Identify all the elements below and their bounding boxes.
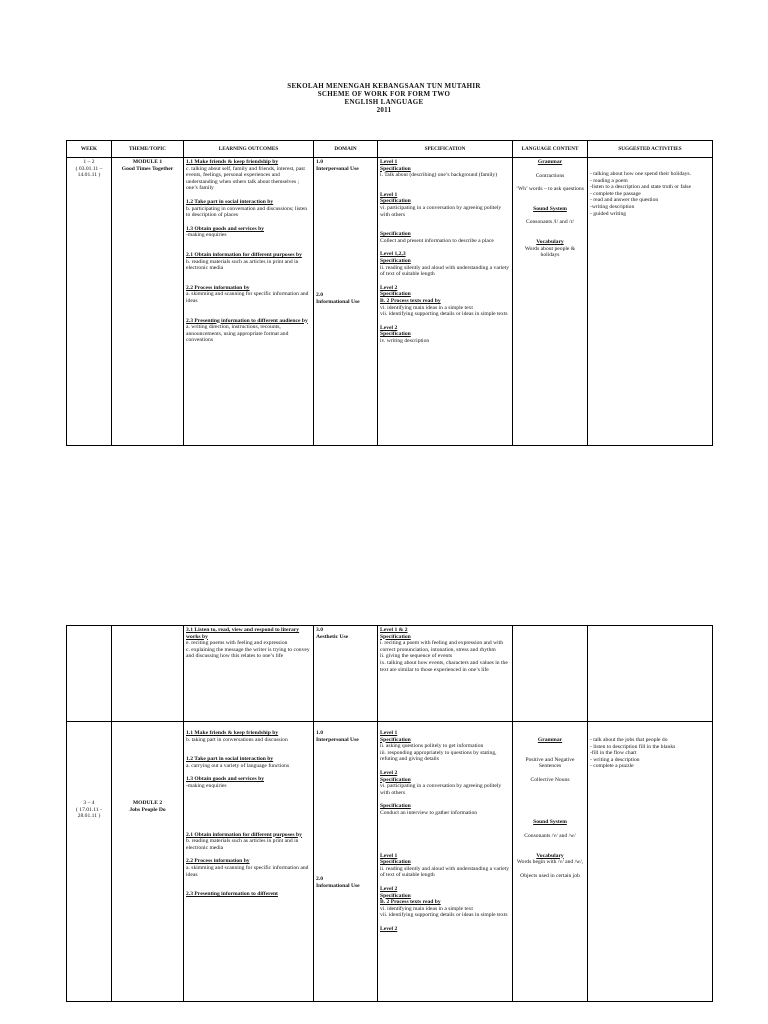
- domain-number: 1.0: [316, 159, 323, 165]
- lc-item: Consonants /l/ and /r/: [525, 219, 574, 226]
- spec-level: Level 1 & 2: [380, 627, 408, 633]
- outcome-text: b. participating in conversation and discussions; listen to description of places: [186, 205, 308, 219]
- spec-level: Level 2: [380, 324, 398, 331]
- lc-heading: Sound System: [533, 819, 567, 826]
- language-content-cell: [513, 626, 588, 722]
- year-title: 2011: [376, 106, 392, 114]
- module-label: MODULE 1: [132, 159, 163, 165]
- header-specification: SPECIFICATION: [378, 141, 513, 158]
- outcome-text: b. reading materials such as articles in print and in electronic media: [186, 838, 299, 851]
- lc-heading: Sound System: [533, 205, 567, 212]
- specification-cell: [378, 722, 513, 1002]
- outcome-text: b. taking part in conversations and discussion: [186, 736, 288, 743]
- outcome-title: 1.1 Make friends & keep friendship by: [186, 159, 279, 165]
- activities-text: - talking about how one spend their holidays. - reading a poem -listen to a description and state truth or false - complete the passage - read and answer the question -writing description - guided writing: [590, 171, 691, 217]
- outcome-text: a. carrying out a variety of language functions: [186, 762, 290, 769]
- lc-item: Consonants /v/ and /w/: [524, 832, 576, 839]
- outcome-title: 1.1 Make friends & keep friendship by: [186, 730, 279, 736]
- outcome-text: a. writing direction, instructions, recounts, announcements, using appropriate format and conventions: [186, 324, 289, 344]
- outcome-title: 1.3 Obtain goods and services by: [186, 776, 265, 783]
- spec-label: Specification: [380, 291, 411, 298]
- header-week: WEEK: [67, 141, 112, 158]
- header-theme: THEME/TOPIC: [112, 141, 184, 158]
- spec-label: Specification: [380, 257, 411, 264]
- lc-heading: Vocabulary: [536, 852, 564, 859]
- scheme-table-page-1: [66, 140, 713, 446]
- lc-item: Contractions: [535, 172, 565, 179]
- language-content-cell: [513, 722, 588, 1002]
- lc-heading: Vocabulary: [536, 238, 564, 245]
- outcome-title: 1.2 Take part in social interaction by: [186, 198, 274, 205]
- header-activities: SUGGESTED ACTIVITIES: [588, 141, 713, 158]
- theme-cell: [112, 626, 184, 722]
- spec-text: i. reciting a poem with feeling and expression and with correct pronunciation, intonation, stress and rhythm ii. giving the sequence of events ix. talking about how events, characters and values in the text are similar to those experienced in one’s life: [380, 640, 508, 673]
- week-number: 1 – 2: [83, 159, 95, 165]
- domain-name: Informational Use: [316, 882, 360, 889]
- outcome-text: a. skimming and scanning for specific information and ideas: [186, 291, 309, 304]
- theme-cell: [112, 158, 184, 446]
- spec-level: Level 2: [380, 925, 398, 932]
- module-label: MODULE 2: [132, 800, 163, 806]
- domain-name: Interpersonal Use: [316, 736, 359, 743]
- domain-number: 3.0: [316, 627, 323, 633]
- spec-level: Level 2: [380, 885, 398, 892]
- outcome-title: 1.2 Take part in social interaction by: [186, 756, 274, 763]
- domain-name: Aesthetic Use: [316, 633, 349, 640]
- table-row: [67, 722, 713, 1002]
- school-name: SEKOLAH MENENGAH KEBANGSAAN TUN MUTAHIR: [287, 82, 481, 90]
- domain-name: Informational Use: [316, 298, 360, 305]
- outcome-title: 2.1 Obtain information for different purposes by: [186, 831, 302, 838]
- lc-heading: Grammar: [537, 737, 563, 743]
- spec-label: Specification: [380, 776, 411, 783]
- outcome-text: -making enquiries: [186, 232, 227, 239]
- domain-cell: [314, 626, 378, 722]
- spec-text: vi. participating in a conversation by agreeing politely with others: [380, 204, 502, 218]
- spec-label: Specification: [380, 892, 411, 899]
- spec-text: vii. identifying supporting details or ideas in simple texts: [380, 311, 508, 318]
- week-dates: ( 03.01.11 – 14.01.11 ): [75, 165, 103, 179]
- activities-text: - talk about the jobs that people do - listen to description fill in the blanks -fill in the flow chart - writing a description - complete a puzzle: [590, 737, 676, 770]
- spec-level: Level 2: [380, 284, 398, 291]
- spec-text: Collect and present information to describe a place: [380, 237, 494, 244]
- week-cell: [67, 626, 112, 722]
- spec-text: vi. identifying main ideas in a simple text: [380, 304, 473, 311]
- lc-item: Positive and Negative Sentences: [525, 756, 575, 770]
- header-domain: DOMAIN: [314, 141, 378, 158]
- outcome-title: 2.1 Obtain information for different purposes by: [186, 251, 302, 258]
- header-language-content: LANGUAGE CONTENT: [513, 141, 588, 158]
- topic-label: Jobs People Do: [129, 806, 166, 813]
- theme-cell: [112, 722, 184, 1002]
- domain-number: 2.0: [316, 292, 323, 299]
- spec-label: Specification: [380, 633, 411, 640]
- outcomes-cell: [184, 626, 314, 722]
- week-dates: ( 17.01.11 - 28.01.11 ): [76, 806, 102, 820]
- spec-text: Conduct an interview to gather information: [380, 809, 478, 816]
- spec-label: Specification: [380, 165, 411, 172]
- subject-title: ENGLISH LANGUAGE: [344, 98, 424, 106]
- outcome-title: 2.2 Process information by: [186, 284, 250, 291]
- spec-label: Specification: [380, 231, 411, 238]
- domain-cell: [314, 722, 378, 1002]
- spec-level: Level 1,2,3: [380, 251, 406, 258]
- outcome-text: e. reciting poems with feeling and expression: [186, 640, 288, 647]
- spec-text: vi. participating in a conversation by agreeing politely with others: [380, 783, 502, 796]
- outcome-title: 1.3 Obtain goods and services by: [186, 225, 265, 232]
- document-title: [0, 82, 768, 114]
- lc-item: Words about people & holidays: [524, 245, 576, 259]
- spec-label: Specification: [380, 859, 411, 866]
- lc-item: Objects used in certain job: [520, 872, 580, 879]
- spec-label: Specification: [380, 198, 411, 205]
- spec-text: ii. asking questions politely to get information iii. responding appropriately to questions by stating, refuting and giving details: [380, 743, 497, 763]
- spec-label: Specification: [380, 803, 411, 810]
- week-number: 3 – 4: [83, 800, 95, 806]
- spec-text: iv. writing description: [380, 337, 430, 344]
- spec-level: Level 1: [380, 852, 398, 859]
- week-cell: [67, 158, 112, 446]
- spec-sub: B. 2 Process texts read by: [380, 297, 441, 304]
- table-row: [67, 158, 713, 446]
- outcome-title: 2.3 Presenting information to different audience by: [186, 317, 308, 324]
- outcomes-cell: [184, 158, 314, 446]
- spec-text: i. Talk about (describing) one’s background (family): [380, 172, 498, 179]
- outcome-text: c. talking about self, family and friends, interest, past events, feelings, personal experiences and understanding when others talk about themselves ; one’s family: [186, 165, 305, 192]
- table-row: [67, 626, 713, 722]
- lc-item: ‘Wh’ words – to ask questions: [516, 186, 584, 193]
- table-header-row: [67, 141, 713, 158]
- spec-text: ii. reading silently and aloud with understanding a variety of text of suitable length: [380, 865, 510, 879]
- activities-cell: [588, 722, 713, 1002]
- activities-cell: [588, 626, 713, 722]
- spec-level: Level 1: [380, 191, 398, 198]
- topic-label: Good Times Together: [121, 165, 174, 172]
- outcomes-cell: [184, 722, 314, 1002]
- header-outcomes: LEARNING OUTCOMES: [184, 141, 314, 158]
- outcome-title: 2.3 Presenting information to different: [186, 891, 278, 898]
- outcome-text: -making enquiries: [186, 782, 227, 789]
- specification-cell: [378, 626, 513, 722]
- spec-label: Specification: [380, 736, 411, 743]
- spec-text: ii. reading silently and aloud with understanding a variety of text of suitable length: [380, 264, 510, 278]
- domain-name: Interpersonal Use: [316, 165, 359, 172]
- spec-level: Level 1: [380, 159, 398, 165]
- outcome-title: 2.2 Process information by: [186, 858, 250, 865]
- outcome-text: a. skimming and scanning for specific information and ideas: [186, 864, 309, 878]
- outcome-title: 3.1 Listen to, read, view and respond to literary works by: [186, 627, 300, 640]
- spec-sub: B. 2 Process texts read by: [380, 899, 441, 906]
- scheme-table-page-2: [66, 625, 713, 1002]
- language-content-cell: [513, 158, 588, 446]
- lc-item: Collective Nouns: [530, 776, 570, 783]
- outcome-text: c. explaining the message the writer is trying to convey and discussing how this relates to one’s life: [186, 646, 310, 660]
- spec-level: Level 2: [380, 769, 398, 776]
- spec-text: vi. identifying main ideas in a simple text: [380, 905, 473, 912]
- lc-heading: Grammar: [537, 159, 563, 165]
- week-cell: [67, 722, 112, 1002]
- domain-number: 2.0: [316, 876, 323, 883]
- activities-cell: [588, 158, 713, 446]
- lc-item: Words begin with /v/ and /w/,: [516, 859, 584, 866]
- domain-number: 1.0: [316, 730, 323, 736]
- spec-level: Level 1: [380, 730, 398, 736]
- spec-text: vii. identifying supporting details or ideas in simple texts: [380, 912, 508, 919]
- domain-cell: [314, 158, 378, 446]
- spec-label: Specification: [380, 331, 411, 338]
- outcome-text: b. reading materials such as articles in print and in electronic media: [186, 258, 299, 272]
- specification-cell: [378, 158, 513, 446]
- scheme-title: SCHEME OF WORK FOR FORM TWO: [317, 90, 451, 98]
